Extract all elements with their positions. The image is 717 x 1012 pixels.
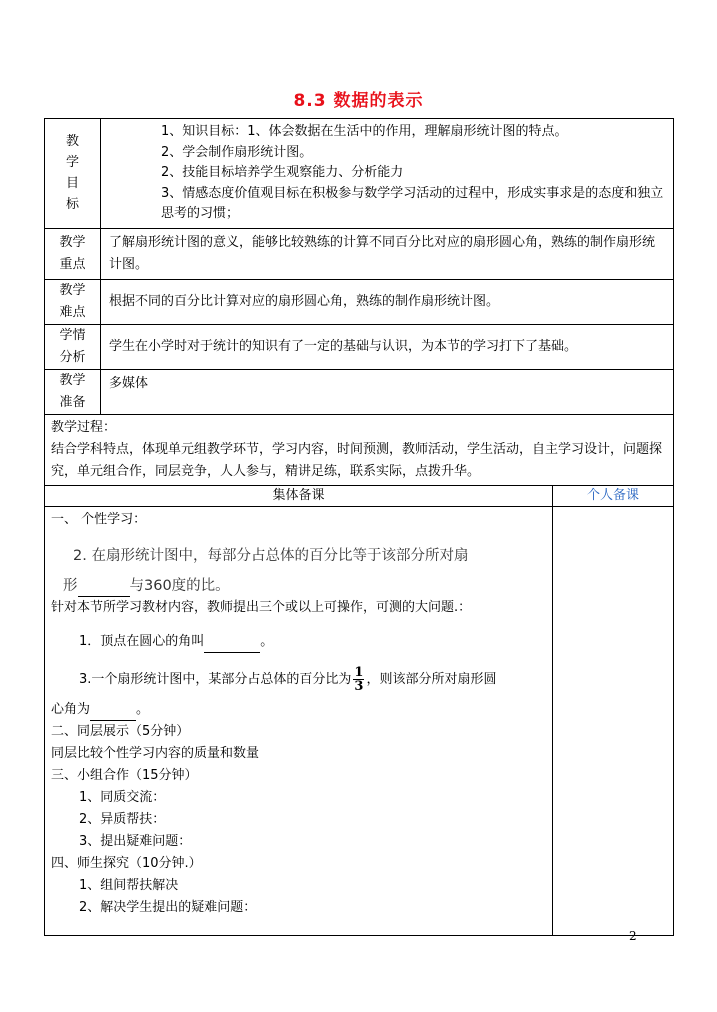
goals-label-char: 标 [65,197,79,213]
key-points-text: 了解扇形统计图的意义，能够比较熟练的计算不同百分比对应的扇形圆心角，熟练的制作扇形统计图。 [101,228,674,279]
section-heading: 四、师生探究（10分钟.） [51,855,202,871]
goals-label-char: 学 [65,155,79,171]
question-3: 3.一个扇形统计图中，某部分占总体的百分比为 $\frac{1}{3}$ ，则该部分所对扇形圆 [79,664,497,694]
preparation-row [45,369,674,414]
goals-label-char: 教 [65,134,79,150]
process-row [45,414,674,485]
lesson-plan-table [44,118,674,936]
goal-line: 2、学会制作扇形统计图。 [161,144,313,160]
goal-line: 2、技能目标培养学生观察能力、分析能力 [161,165,404,180]
process-heading: 教学过程： [51,419,117,435]
difficulties-label: 教学 难点 [45,279,101,324]
section-heading: 一、 个性学习： [51,511,147,527]
fraction-one-third: $\frac{1}{3}$ [354,664,364,694]
goals-label [45,119,101,229]
question-3-line-2: 心角为 。 [51,699,546,721]
personal-content [553,506,674,935]
analysis-row [45,324,674,369]
page-title: 8.3 数据的表示 [293,91,424,111]
difficulties-text: 根据不同的百分比计算对应的扇形圆心角，熟练的制作扇形统计图。 [101,279,674,324]
goal-line: 思考的习惯； [161,206,240,221]
content-row [45,506,674,935]
collective-content [45,506,553,935]
page-number: 2 [629,929,637,943]
goals-label-char: 目 [65,176,79,192]
list-item: 2、异质帮扶： [79,811,166,827]
goals-content [101,119,674,229]
list-item: 2、解决学生提出的疑难问题： [79,899,257,915]
process-text: 结合学科特点，体现单元组教学环节，学习内容，时间预测，教师活动，学生活动，自主学习设计，问题探究，单元组合作，同层竞争，人人参与，精讲足练，联系实际，点拨升华。 [51,441,663,479]
list-item: 1、组间帮扶解决 [79,877,179,893]
question-1: 1．顶点在圆心的角叫 。 [51,631,546,653]
section-text: 同层比较个性学习内容的质量和数量 [51,745,260,761]
section-heading: 三、小组合作（15分钟） [51,767,198,783]
goal-line: 1、知识目标：1、体会数据在生活中的作用，理解扇形统计图的特点。 [161,124,568,139]
analysis-text: 学生在小学时对于统计的知识有了一定的基础与认识，为本节的学习打下了基础。 [101,324,674,369]
difficulties-row [45,279,674,324]
personal-header: 个人备课 [553,485,674,506]
process-cell [45,414,674,485]
preparation-label: 教学 准备 [45,369,101,414]
analysis-label: 学情 分析 [45,324,101,369]
intro-text: 针对本节所学习教材内容，教师提出三个或以上可操作，可测的大问题.： [51,599,472,615]
question-2-line-1: 2. 在扇形统计图中，每部分占总体的百分比等于该部分所对扇 [73,547,469,564]
key-points-row [45,228,674,279]
key-points-label: 教学 重点 [45,228,101,279]
list-item: 3、提出疑难问题： [79,833,192,849]
goals-row [45,119,674,229]
collective-header: 集体备课 [45,485,553,506]
section-heading: 二、同层展示（5分钟） [51,723,190,739]
preparation-text: 多媒体 [101,369,674,414]
goal-line: 3、情感态度价值观目标在积极参与数学学习活动的过程中，形成实事求是的态度和独立 [161,185,664,201]
question-2-line-2: 形 与360度的比。 [51,575,546,597]
answer-blank [204,652,260,653]
list-item: 1、同质交流： [79,789,166,805]
column-header-row [45,485,674,506]
